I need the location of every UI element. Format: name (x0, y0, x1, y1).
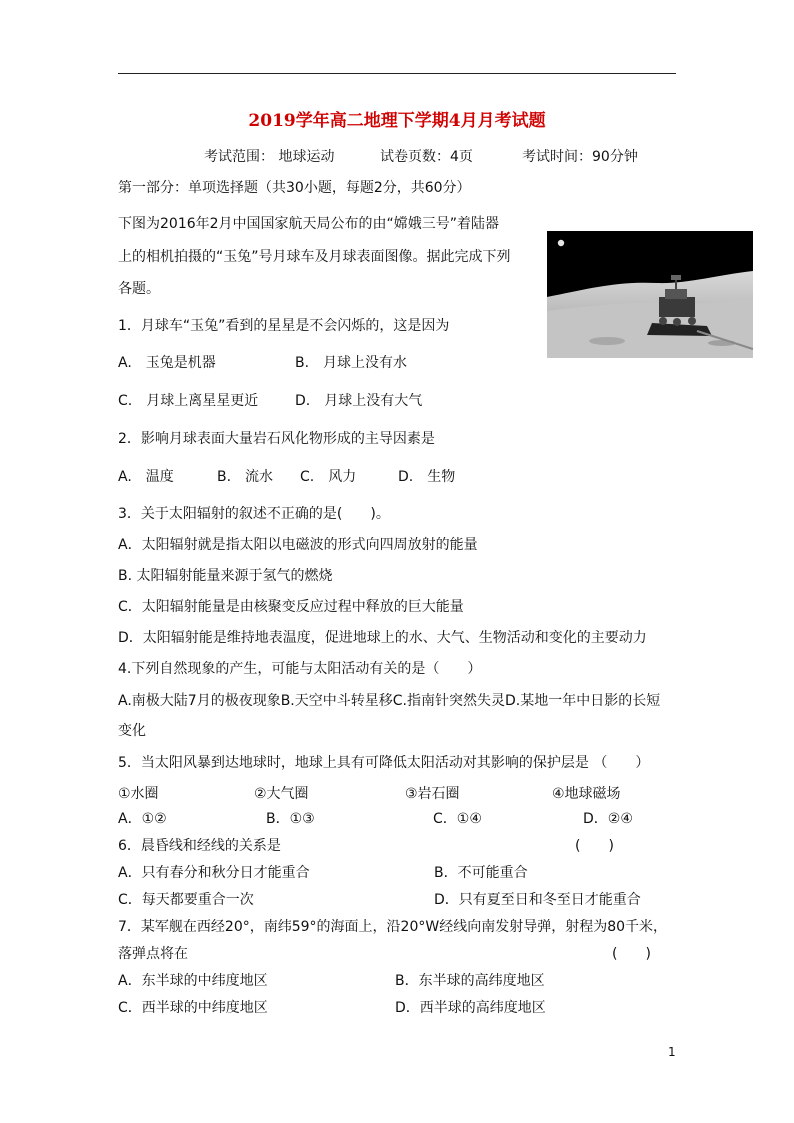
q2-option-b: B. 流水 (217, 469, 274, 485)
q7-option-d: D．西半球的高纬度地区 (395, 1000, 546, 1016)
q1-option-c: C. 月球上离星星更近 (118, 393, 259, 409)
q2-stem: 2．影响月球表面大量岩石风化物形成的主导因素是 (118, 431, 435, 447)
q6-option-b: B．不可能重合 (434, 865, 528, 881)
q7-answer-paren: ( ) (612, 946, 651, 962)
q3-option-b: B. 太阳辐射能量来源于氢气的燃烧 (118, 568, 333, 584)
exam-time: 考试时间：90分钟 (522, 149, 638, 165)
q1-stem: 1．月球车“玉兔”看到的星星是不会闪烁的，这是因为 (118, 318, 450, 334)
q5-item-2: ②大气圈 (254, 786, 309, 802)
part-heading: 第一部分：单项选择题（共30小题，每题2分，共60分） (118, 180, 471, 196)
q5-item-4: ④地球磁场 (552, 786, 621, 802)
intro-line: 上的相机拍摄的“玉兔”号月球车及月球表面图像。据此完成下列 (118, 249, 511, 265)
q4-options-continued: 变化 (118, 723, 146, 739)
q2-option-c: C. 风力 (300, 469, 357, 485)
q4-stem: 4.下列自然现象的产生，可能与太阳活动有关的是（ ） (118, 661, 482, 677)
q5-item-3: ③岩石圈 (405, 786, 460, 802)
q3-option-c: C．太阳辐射能量是由核聚变反应过程中释放的巨大能量 (118, 599, 464, 615)
q6-option-c: C．每天都要重合一次 (118, 892, 254, 908)
intro-line: 下图为2016年2月中国国家航天局公布的由“嫦娥三号”着陆器 (118, 216, 500, 232)
q5-option-d: D．②④ (583, 811, 633, 827)
q2-option-d: D. 生物 (398, 469, 456, 485)
q2-option-a: A. 温度 (118, 469, 174, 485)
q5-option-a: A．①② (118, 811, 167, 827)
q1-option-a: A. 玉兔是机器 (118, 355, 216, 371)
q5-option-c: C．①④ (433, 811, 482, 827)
q5-stem: 5．当太阳风暴到达地球时，地球上具有可降低太阳活动对其影响的保护层是 （ ） (118, 755, 650, 771)
q3-option-a: A．太阳辐射就是指太阳以电磁波的形式向四周放射的能量 (118, 537, 478, 553)
q6-option-d: D．只有夏至日和冬至日才能重合 (434, 892, 641, 908)
exam-pages: 试卷页数：4页 (380, 149, 473, 165)
q5-option-b: B．①③ (266, 811, 315, 827)
q1-option-b: B. 月球上没有水 (295, 355, 408, 371)
q6-option-a: A．只有春分和秋分日才能重合 (118, 865, 310, 881)
header-rule (118, 73, 676, 74)
q7-option-a: A．东半球的中纬度地区 (118, 973, 268, 989)
q7-stem: 7．某军舰在西经20°，南纬59°的海面上，沿20°W经线向南发射导弹，射程为80千米， (118, 919, 668, 935)
exam-scope: 考试范围： 地球运动 (204, 149, 335, 165)
q7-option-b: B．东半球的高纬度地区 (395, 973, 545, 989)
q3-option-d: D．太阳辐射能是维持地表温度，促进地球上的水、大气、生物活动和变化的主要动力 (118, 630, 647, 646)
q7-stem-continued: 落弹点将在 (118, 946, 188, 962)
q3-stem: 3．关于太阳辐射的叙述不正确的是( )。 (118, 506, 390, 522)
lunar-rover-photo (547, 231, 753, 358)
intro-line: 各题。 (118, 281, 160, 297)
exam-title: 2019学年高二地理下学期4月月考试题 (248, 111, 546, 131)
q6-answer-paren: ( ) (575, 838, 614, 854)
q7-option-c: C．西半球的中纬度地区 (118, 1000, 268, 1016)
page-number: 1 (668, 1045, 676, 1059)
q4-options: A.南极大陆7月的极夜现象B.天空中斗转星移C.指南针突然失灵D.某地一年中日影的长短 (118, 693, 661, 709)
q6-stem: 6．晨昏线和经线的关系是 (118, 838, 281, 854)
q5-item-1: ①水圈 (118, 786, 159, 802)
q1-option-d: D. 月球上没有大气 (295, 393, 423, 409)
